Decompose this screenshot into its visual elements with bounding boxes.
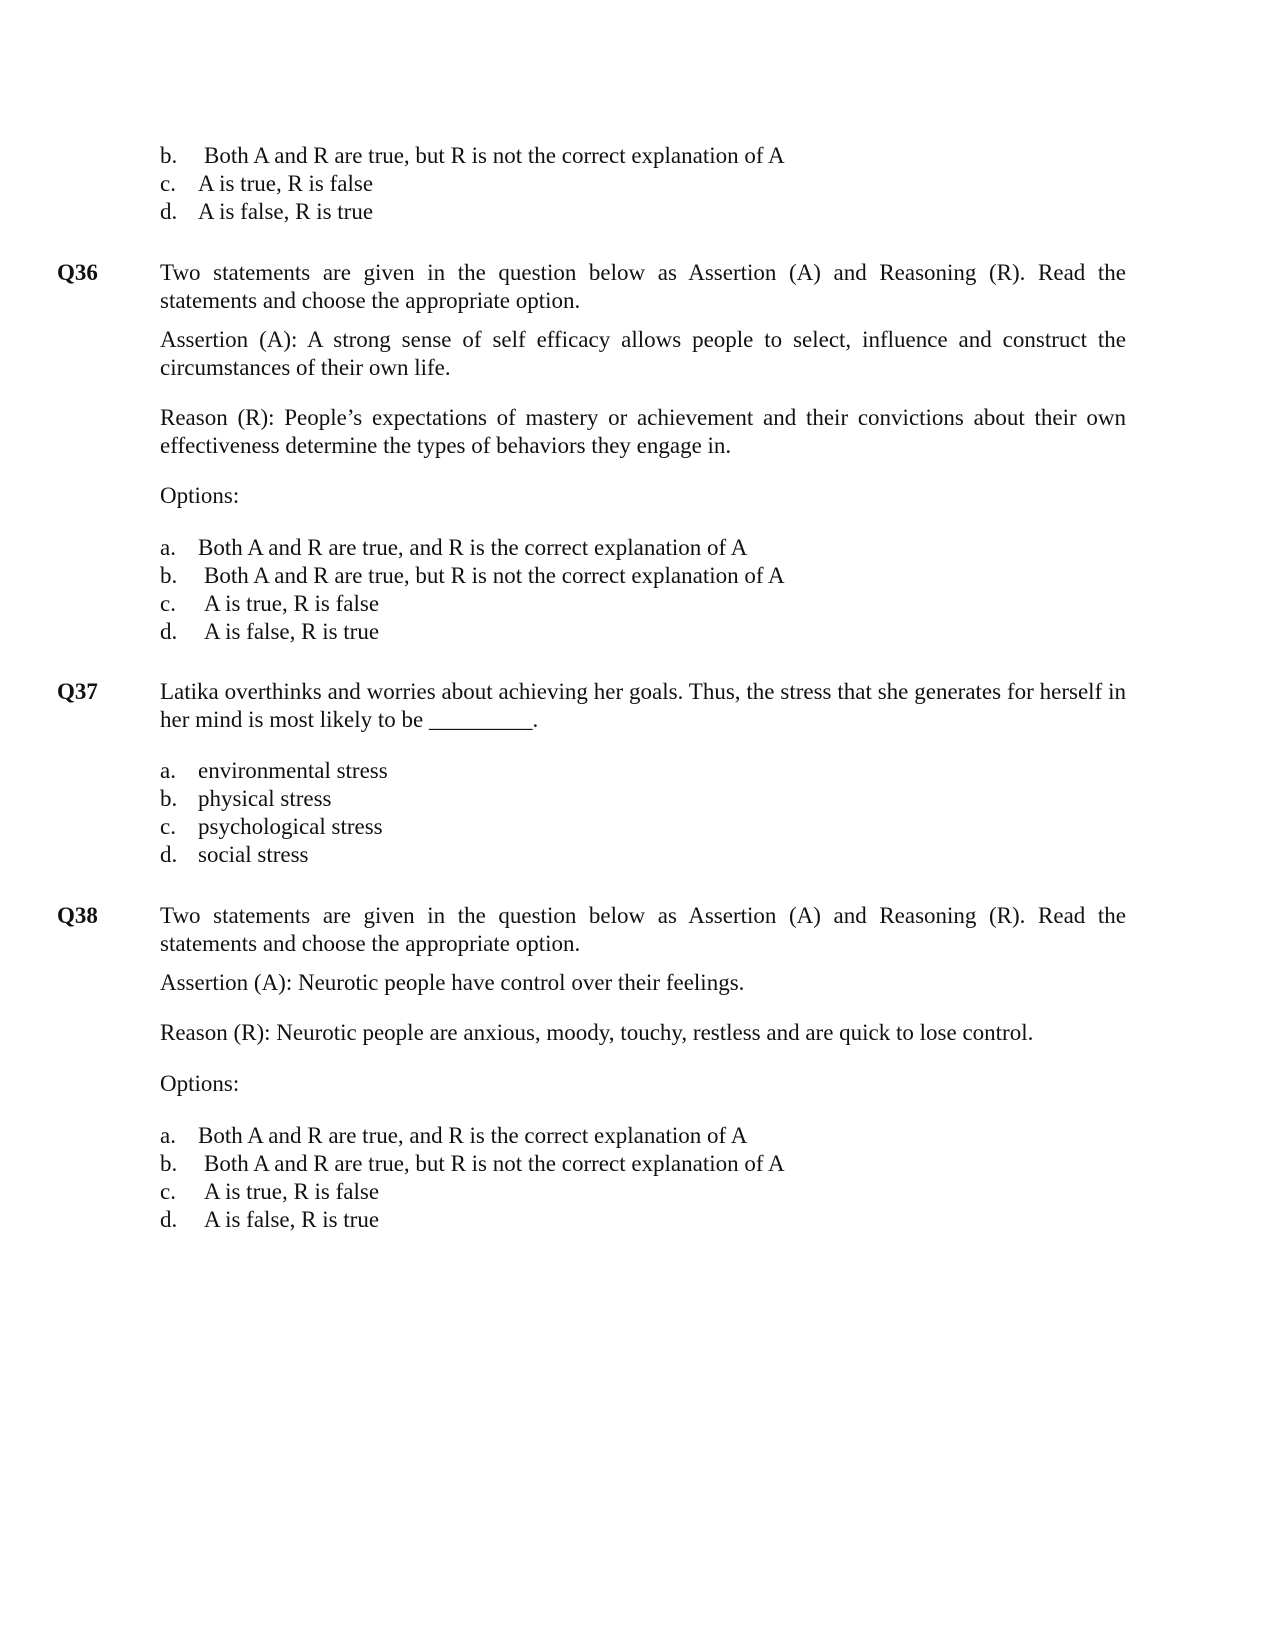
option-text: A is false, R is true [204,1207,380,1232]
q38-option-b [160,1150,785,1178]
option-label: d. [160,619,178,644]
q36-option-c [160,590,785,618]
q36-options-heading: Options: [160,483,240,508]
option-text: A is true, R is false [204,1179,380,1204]
option-label: a. [160,758,176,783]
option-label: d. [160,1207,178,1232]
option-label: d. [160,199,178,224]
q38-option-a [160,1122,785,1150]
q36-assertion [160,326,1126,382]
option-text: A is false, R is true [204,619,380,644]
question-number-q38: Q38 [57,903,98,928]
q38-options [160,1122,785,1234]
option-text: physical stress [198,786,332,811]
option-text: A is true, R is false [204,591,380,616]
q38-options-heading: Options: [160,1071,240,1096]
option-text: Both A and R are true, but R is not the correct explanation of A [204,563,785,588]
option-label: b. [160,1151,178,1176]
q36-option-a [160,534,785,562]
q38-intro-text: Two statements are given in the question below as Assertion (A) and Reasoning (R). Read the statements and choose the appropriate option. [160,903,1126,956]
option-text: environmental stress [198,758,388,783]
option-text: Both A and R are true, but R is not the correct explanation of A [204,143,785,168]
q36-options [160,534,785,646]
option-label: b. [160,143,178,168]
option-text: A is false, R is true [198,199,374,224]
option-text: Both A and R are true, and R is the correct explanation of A [198,1123,748,1148]
option-text: A is true, R is false [198,171,374,196]
q37-option-b [160,785,388,813]
q38-option-c [160,1178,785,1206]
question-number-q37: Q37 [57,679,98,704]
q38-assertion-text: Assertion (A): Neurotic people have control over their feelings. [160,970,745,995]
q37-option-d [160,841,388,869]
q37-question [160,678,1126,734]
option-text: social stress [198,842,309,867]
q38-assertion [160,969,1126,997]
q38-reason-text: Reason (R): Neurotic people are anxious, moody, touchy, restless and are quick to lose control. [160,1020,1034,1045]
option-label: c. [160,171,176,196]
option-label: d. [160,842,178,867]
option-label: a. [160,1123,176,1148]
option-text: psychological stress [198,814,383,839]
option-label: c. [160,1179,176,1204]
q37-question-text: Latika overthinks and worries about achieving her goals. Thus, the stress that she generates for herself in her mind is most likely to be _________. [160,679,1126,732]
q37-options [160,757,388,869]
q36-reason-text: Reason (R): People’s expectations of mastery or achievement and their convictions about their own effectiveness determine the types of behaviors they engage in. [160,405,1126,458]
question-number-q36: Q36 [57,260,98,285]
q38-option-d [160,1206,785,1234]
option-text: Both A and R are true, but R is not the correct explanation of A [204,1151,785,1176]
q37-option-c [160,813,388,841]
q35-option-b [160,142,785,170]
q36-option-d [160,618,785,646]
q35-option-d [160,198,785,226]
q37-option-a [160,757,388,785]
option-label: b. [160,563,178,588]
q35-options [160,142,785,226]
q36-reason [160,404,1126,460]
q38-intro [160,902,1126,958]
q36-intro-text: Two statements are given in the question below as Assertion (A) and Reasoning (R). Read the statements and choose the appropriate option. [160,260,1126,313]
option-label: c. [160,814,176,839]
option-label: b. [160,786,178,811]
q36-option-b [160,562,785,590]
option-text: Both A and R are true, and R is the correct explanation of A [198,535,748,560]
q36-assertion-text: Assertion (A): A strong sense of self efficacy allows people to select, influence and construct the circumstances of their own life. [160,327,1126,380]
option-label: c. [160,591,176,616]
option-label: a. [160,535,176,560]
q38-reason [160,1019,1126,1047]
q35-option-c [160,170,785,198]
q36-intro [160,259,1126,315]
